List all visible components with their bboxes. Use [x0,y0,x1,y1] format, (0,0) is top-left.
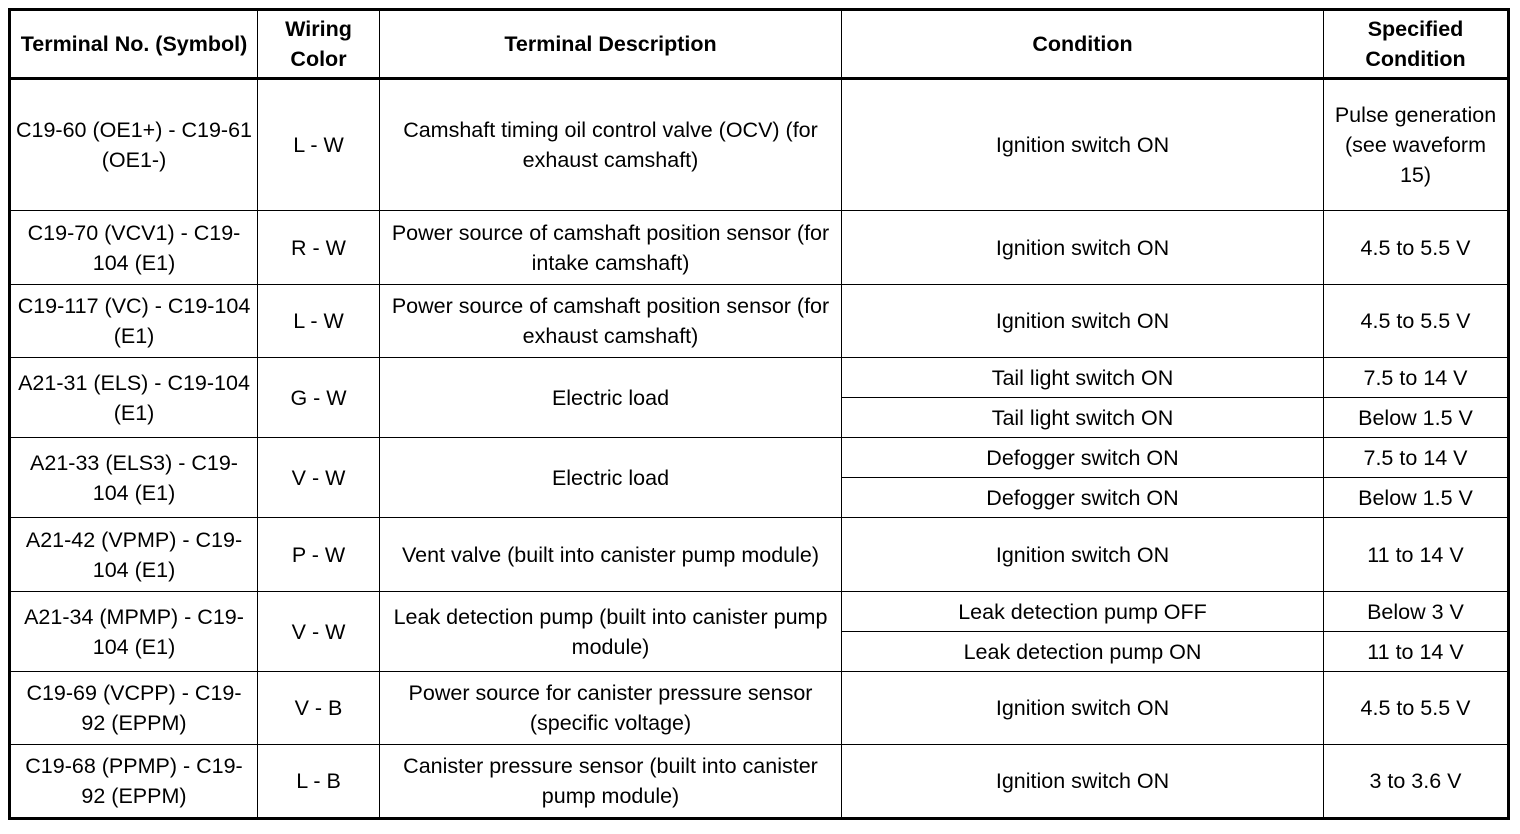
specified-condition-cell: Pulse generation (see waveform 15) [1324,79,1509,211]
specified-condition-cell: 4.5 to 5.5 V [1324,285,1509,358]
condition-cell: Ignition switch ON [842,211,1324,285]
wiring-color-cell: V - W [258,592,380,672]
terminal-description-cell: Electric load [380,438,842,518]
table-row [10,358,1509,398]
table-header [10,10,1509,79]
terminal-spec-table [8,8,1510,820]
condition-cell: Defogger switch ON [842,478,1324,518]
condition-cell: Tail light switch ON [842,358,1324,398]
specified-condition-cell: 7.5 to 14 V [1324,358,1509,398]
terminal-cell: A21-31 (ELS) - C19-104 (E1) [10,358,258,438]
terminal-cell: C19-69 (VCPP) - C19-92 (EPPM) [10,672,258,745]
terminal-cell: A21-42 (VPMP) - C19-104 (E1) [10,518,258,592]
header-wiring-color: Wiring Color [258,10,380,79]
specified-condition-cell: Below 1.5 V [1324,398,1509,438]
terminal-description-cell: Vent valve (built into canister pump module) [380,518,842,592]
table-row [10,285,1509,358]
table-row [10,518,1509,592]
wiring-color-cell: V - W [258,438,380,518]
condition-cell: Ignition switch ON [842,518,1324,592]
table-row [10,672,1509,745]
table-row [10,211,1509,285]
terminal-description-cell: Power source of camshaft position sensor (for exhaust camshaft) [380,285,842,358]
terminal-cell: C19-68 (PPMP) - C19-92 (EPPM) [10,745,258,819]
condition-cell: Ignition switch ON [842,672,1324,745]
table-body [10,79,1509,819]
condition-cell: Ignition switch ON [842,285,1324,358]
terminal-description-cell: Camshaft timing oil control valve (OCV) (for exhaust camshaft) [380,79,842,211]
header-terminal-description: Terminal Description [380,10,842,79]
header-row [10,10,1509,79]
header-terminal: Terminal No. (Symbol) [10,10,258,79]
terminal-description-cell: Power source of camshaft position sensor (for intake camshaft) [380,211,842,285]
specified-condition-cell: 4.5 to 5.5 V [1324,211,1509,285]
condition-cell: Defogger switch ON [842,438,1324,478]
terminal-cell: C19-60 (OE1+) - C19-61 (OE1-) [10,79,258,211]
condition-cell: Leak detection pump ON [842,632,1324,672]
header-condition: Condition [842,10,1324,79]
wiring-color-cell: L - B [258,745,380,819]
condition-cell: Ignition switch ON [842,79,1324,211]
wiring-color-cell: P - W [258,518,380,592]
table-row [10,79,1509,211]
terminal-description-cell: Canister pressure sensor (built into canister pump module) [380,745,842,819]
table-row [10,592,1509,632]
terminal-cell: A21-33 (ELS3) - C19-104 (E1) [10,438,258,518]
table-row [10,745,1509,819]
wiring-color-cell: V - B [258,672,380,745]
condition-cell: Leak detection pump OFF [842,592,1324,632]
terminal-description-cell: Power source for canister pressure sensor (specific voltage) [380,672,842,745]
terminal-cell: C19-117 (VC) - C19-104 (E1) [10,285,258,358]
wiring-color-cell: R - W [258,211,380,285]
wiring-color-cell: G - W [258,358,380,438]
specified-condition-cell: 7.5 to 14 V [1324,438,1509,478]
wiring-color-cell: L - W [258,285,380,358]
header-specified-condition: Specified Condition [1324,10,1509,79]
specified-condition-cell: Below 3 V [1324,592,1509,632]
condition-cell: Ignition switch ON [842,745,1324,819]
terminal-description-cell: Electric load [380,358,842,438]
specified-condition-cell: 4.5 to 5.5 V [1324,672,1509,745]
condition-cell: Tail light switch ON [842,398,1324,438]
wiring-color-cell: L - W [258,79,380,211]
specified-condition-cell: 11 to 14 V [1324,632,1509,672]
terminal-cell: C19-70 (VCV1) - C19-104 (E1) [10,211,258,285]
terminal-cell: A21-34 (MPMP) - C19-104 (E1) [10,592,258,672]
specified-condition-cell: 3 to 3.6 V [1324,745,1509,819]
terminal-description-cell: Leak detection pump (built into canister pump module) [380,592,842,672]
table-row [10,438,1509,478]
specified-condition-cell: Below 1.5 V [1324,478,1509,518]
specified-condition-cell: 11 to 14 V [1324,518,1509,592]
